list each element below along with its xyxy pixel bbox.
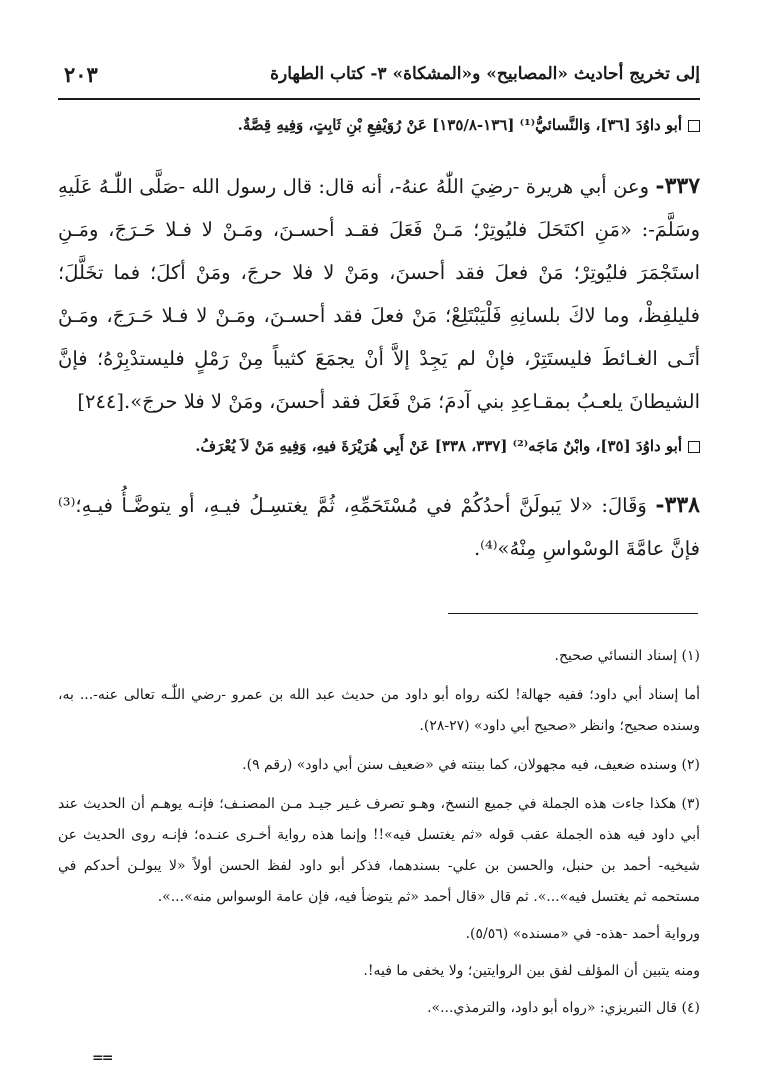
running-title: إلى تخريج أحاديث «المصابيح» و«المشكاة» ٣- كتاب الطهارة [270,64,700,84]
footnote-2: (٢) وسنده ضعيف، فيه مجهولان، كما بينته في «ضعيف سنن أبي داود» (رقم ٩). [242,757,700,773]
footnote-1: (١) إسناد النسائي صحيح. [554,648,700,664]
footnote-3-remark: ومنه يتبين أن المؤلف لفق بين الروايتين؛ ولا يخفى ما فيه!. [363,963,700,979]
page-end-mark: == [92,1050,112,1066]
hadith-text: وعن أبي هريرة -رضِيَ اللّٰهُ عنهُ-، أنه قال: قال رسول الله -صَلَّى اللّٰـهُ عَلَيهِ وسَلَّمَ-: «مَنِ اكتَحَلَ فليُوتِرْ؛ مَـنْ فَعَلَ فقـد أحسـنَ، ومَـنْ لا فـلا حَـرَجَ، ومَـنِ استَجْمَرَ فليُوتِرْ؛ مَنْ فعلَ فقد أحسنَ، ومَنْ لا فلا حرجَ، ومَنْ أكلَ؛ فما تخَلَّلَ؛ فليلفِظْ، وما لاكَ بلسانِهِ فَلْيَبْتَلِعْ؛ مَنْ فعلَ فقد أحسـنَ، ومَـنْ لا فـلا حَـرَجَ، ومَـنْ أتَـى الغـائطَ فليستَتِرْ، فإنْ لم يَجِدْ إلاَّ أنْ يجمَعَ كثيباً مِنْ رَمْلٍ فليستدْبِرْهُ؛ فإنَّ الشيطانَ يلعـبُ بمقـاعِدِ بني آدمَ؛ مَنْ فَعَلَ فقد أحسنَ، ومَنْ لا فلا حرجَ».[٢٤٤] [58,175,700,413]
source-line-2 [58,437,700,455]
source-text-1: أبو داوُدَ [٣٦]، وَالنَّسائيُّ⁽¹⁾ [١٣٦-١٣٥/٨] عَنْ رُوَيْفِعِ بْنِ ثَابِتٍ، وَفِيهِ قِصَّةٌ. [237,116,682,134]
source-text-2: أبو داوُدَ [٣٥]، وابْنُ مَاجَه⁽²⁾ [٣٣٧، ٣٣٨] عَنْ أَبِي هُرَيْرَةَ فيهِ، وَفِيهِ مَنْ لاَ يُعْرَفُ. [195,437,682,455]
square-bullet-icon [688,441,700,453]
hadith-337 [58,165,700,423]
page-header [58,58,700,100]
hadith-number: ٣٣٨- [655,492,700,518]
hadith-338 [58,484,700,570]
hadith-text: وَقَالَ: «لا يَبولَنَّ أحدُكُمْ في مُسْتَحَمِّهِ، ثُمَّ يغتسِـلُ فيـهِ، أو يتوضَّـأُ فيـهِ؛⁽³⁾ فإنَّ عامَّةَ الوسْواسِ مِنْهُ»⁽⁴⁾. [58,494,700,560]
footnote-separator [448,613,698,614]
footnote-3-continued: ورواية أحمد -هذه- في «مسنده» (٥/٥٦). [465,926,700,942]
footnote-1-continued: أما إسناد أبي داود؛ ففيه جهالة! لكنه رواه أبو داود من حديث عبد الله بن عمرو -رضي اللّٰـه تعالى عنه-... به، وسنده صحيح؛ وانظر «صحيح أبي داود» (٢٧-٢٨). [58,687,700,734]
footnotes [58,641,700,1024]
square-bullet-icon [688,120,700,132]
source-line-1 [58,116,700,134]
page-number: ٢٠٣ [64,62,98,87]
hadith-number: ٣٣٧- [655,173,701,199]
footnote-3: (٣) هكذا جاءت هذه الجملة في جميع النسخ، وهـو تصرف غـير جيـد مـن المصنـف؛ فإنـه يوهـم أن الحديث عند أبي داود فيه هذه الجملة عقب قوله «ثم يغتسل فيه»!! وإنما هذه رواية أخـرى عنـده؛ فإنـه روى الحديث عن شيخيه- أحمد بن حنبل، والحسن بن علي- بسندهما، فذكر أبو داود لفظ الحسن أولاً «لا يبولـن أحدكم في مستحمه ثم يغتسل فيه»...». ثم قال «قال أحمد «ثم يتوضأ فيه، فإن عامة الوسواس منه»...». [58,796,700,905]
footnote-4: (٤) قال التبريزي: «رواه أبو داود، والترمذي...». [427,1000,700,1016]
